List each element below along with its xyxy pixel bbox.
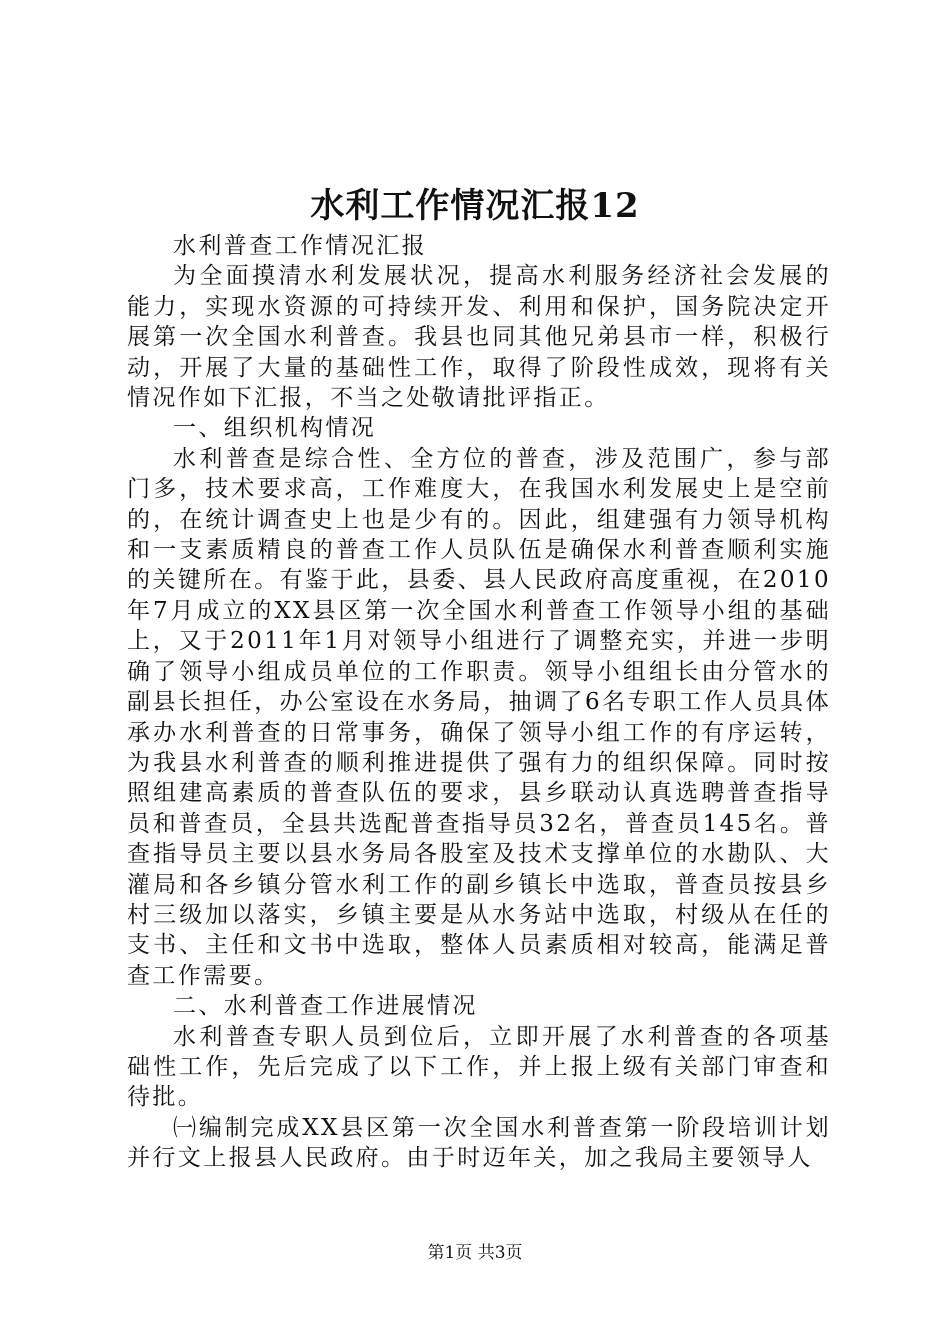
section-heading-2: 二、水利普查工作进展情况 <box>173 993 478 1020</box>
intro-paragraph: 为全面摸清水利发展状况，提高水利服务经济社会发展的能力，实现水资源的可持续开发、利用和保护，国务院决定开展第一次全国水利普查。我县也同其他兄弟县市一样，积极行动，开展了大量的基础性工作，取得了阶段性成效，现将有关情况作如下汇报，不当之处敬请批评指正。 <box>127 263 831 412</box>
document-body <box>127 231 831 1174</box>
page-footer: 第1页 共3页 <box>427 1243 523 1263</box>
section-2-paragraph: 水利普查专职人员到位后，立即开展了水利普查的各项基础性工作，先后完成了以下工作，并上报上级有关部门审查和待批。 <box>127 1023 831 1111</box>
item-1-paragraph: ㈠编制完成XX县区第一次全国水利普查第一阶段培训计划并行文上报县人民政府。由于时迈年关，加之我局主要领导人 <box>127 1114 831 1172</box>
section-1-paragraph: 水利普查是综合性、全方位的普查，涉及范围广，参与部门多，技术要求高，工作难度大，在我国水利发展史上是空前的，在统计调查史上也是少有的。因此，组建强有力领导机构和一支素质精良的普查工作人员队伍是确保水利普查顺利实施的关键所在。有鉴于此，县委、县人民政府高度重视，在2010年7月成立的XX县区第一次全国水利普查工作领导小组的基础上，又于2011年1月对领导小组进行了调整充实，并进一步明确了领导小组成员单位的工作职责。领导小组组长由分管水的副县长担任，办公室设在水务局，抽调了6名专职工作人员具体承办水利普查的日常事务，确保了领导小组工作的有序运转，为我县水利普查的顺利推进提供了强有力的组织保障。同时按照组建高素质的普查队伍的要求，县乡联动认真选聘普查指导员和普查员，全县共选配普查指导员32名，普查员145名。普查指导员主要以县水务局各股室及技术支撑单位的水勘队、大灌局和各乡镇分管水利工作的副乡镇长中选取，普查员按县乡村三级加以落实，乡镇主要是从水务站中选取，村级从在任的支书、主任和文书中选取，整体人员素质相对较高，能满足普查工作需要。 <box>127 445 831 989</box>
section-heading-1: 一、组织机构情况 <box>173 415 377 442</box>
report-subtitle: 水利普查工作情况汇报 <box>173 233 427 259</box>
document-title: 水利工作情况汇报12 <box>310 186 640 226</box>
